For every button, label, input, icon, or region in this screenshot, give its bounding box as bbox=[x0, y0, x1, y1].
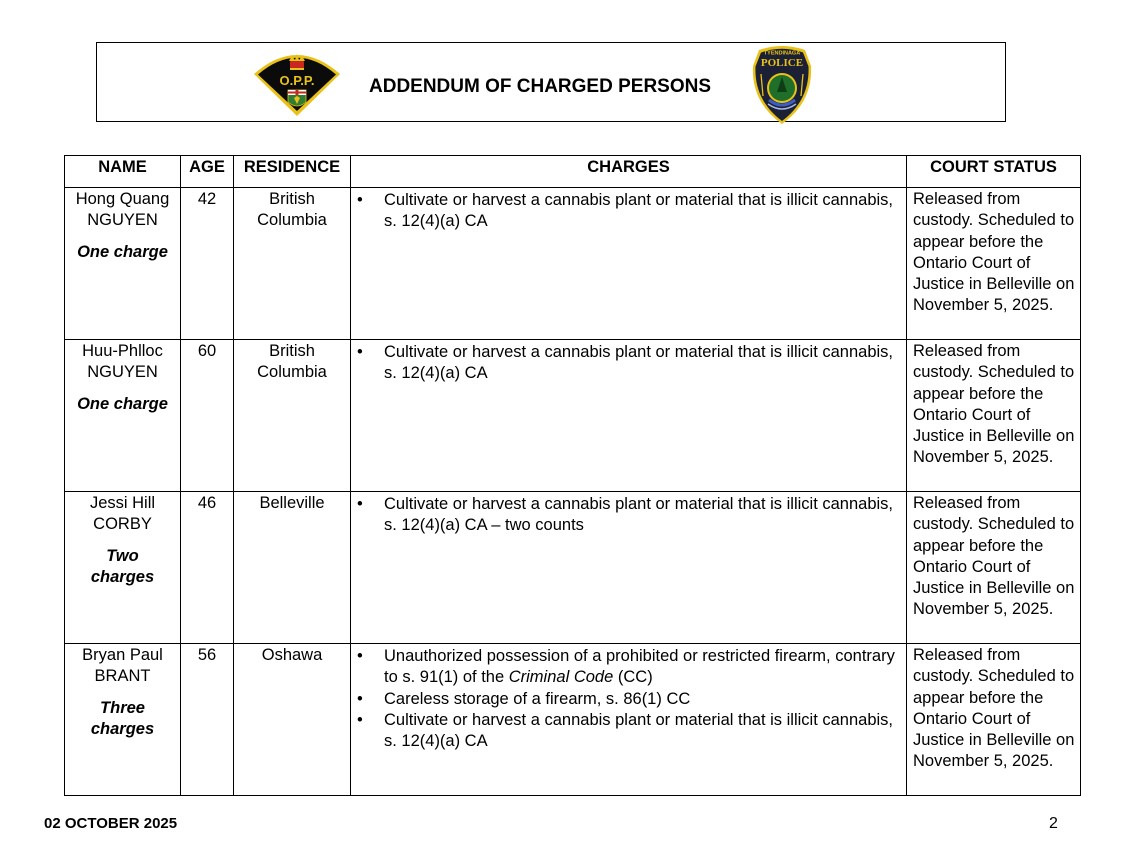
badge-top-text: TYENDINAGA bbox=[763, 50, 801, 57]
residence-cell: Belleville bbox=[234, 492, 351, 644]
person-first-names: Hong Quang bbox=[75, 190, 170, 208]
bullet-icon: • bbox=[357, 495, 363, 513]
badge-main-text: POLICE bbox=[760, 57, 804, 69]
charges-list bbox=[351, 190, 906, 233]
charge-item bbox=[351, 710, 906, 753]
charge-item bbox=[351, 689, 906, 710]
court-status-cell: Released from custody. Scheduled to appear before the Ontario Court of Justice in Belleville on November 5, 2025. bbox=[907, 340, 1081, 492]
residence-cell: British Columbia bbox=[234, 340, 351, 492]
bullet-icon: • bbox=[357, 689, 363, 708]
name-cell bbox=[65, 340, 181, 492]
table-row bbox=[65, 188, 1081, 340]
charge-text-pre: Unauthorized possession of a prohibited or restricted firearm, contrary to s. 91(1) of the bbox=[384, 647, 895, 687]
bullet-icon: • bbox=[357, 647, 363, 665]
bullet-icon: • bbox=[357, 191, 363, 209]
column-header-name: NAME bbox=[65, 156, 181, 188]
charge-text: Cultivate or harvest a cannabis plant or material that is illicit cannabis, s. 12(4)(a) CA – two counts bbox=[384, 495, 893, 535]
table-row bbox=[65, 492, 1081, 644]
person-first-names: Huu-Phlloc bbox=[82, 342, 163, 360]
age-cell: 46 bbox=[181, 492, 234, 644]
age-cell: 42 bbox=[181, 188, 234, 340]
court-status-cell: Released from custody. Scheduled to appear before the Ontario Court of Justice in Belleville on November 5, 2025. bbox=[907, 644, 1081, 796]
name-cell bbox=[65, 492, 181, 644]
charge-text: Cultivate or harvest a cannabis plant or material that is illicit cannabis, s. 12(4)(a) CA bbox=[384, 710, 893, 751]
charge-item bbox=[351, 646, 906, 689]
charged-persons-table bbox=[64, 155, 1081, 796]
charge-count: Three charges bbox=[90, 698, 155, 738]
document-header bbox=[96, 42, 1006, 122]
charge-count: One charge bbox=[77, 394, 168, 413]
age-cell: 56 bbox=[181, 644, 234, 796]
charges-list bbox=[351, 646, 906, 752]
charges-cell bbox=[351, 492, 907, 644]
opp-badge-text: O.P.P. bbox=[279, 73, 315, 88]
charges-cell bbox=[351, 188, 907, 340]
age-cell: 60 bbox=[181, 340, 234, 492]
charge-count: One charge bbox=[77, 242, 168, 261]
table-row bbox=[65, 340, 1081, 492]
footer-date: 02 OCTOBER 2025 bbox=[44, 815, 178, 832]
charge-item bbox=[351, 190, 906, 233]
ontario-shield-icon bbox=[288, 90, 306, 106]
charge-text-statute: Criminal Code bbox=[508, 668, 614, 687]
charges-list bbox=[351, 342, 906, 385]
residence-cell: Oshawa bbox=[234, 644, 351, 796]
name-cell bbox=[65, 188, 181, 340]
table-row bbox=[65, 644, 1081, 796]
table-header-row bbox=[65, 156, 1081, 188]
person-surname: CORBY bbox=[93, 515, 152, 534]
court-status-cell: Released from custody. Scheduled to appear before the Ontario Court of Justice in Belleville on November 5, 2025. bbox=[907, 188, 1081, 340]
charge-text: Cultivate or harvest a cannabis plant or material that is illicit cannabis, s. 12(4)(a) CA bbox=[384, 191, 893, 231]
page-number: 2 bbox=[1049, 815, 1058, 832]
person-first-names: Jessi Hill bbox=[89, 494, 156, 512]
column-header-residence: RESIDENCE bbox=[234, 156, 351, 188]
bullet-icon: • bbox=[357, 343, 363, 361]
charge-text: Cultivate or harvest a cannabis plant or material that is illicit cannabis, s. 12(4)(a) CA bbox=[384, 343, 893, 383]
person-surname: NGUYEN bbox=[87, 211, 158, 230]
charges-list bbox=[351, 494, 906, 537]
charges-cell bbox=[351, 340, 907, 492]
person-surname: NGUYEN bbox=[87, 363, 158, 382]
column-header-court-status: COURT STATUS bbox=[907, 156, 1081, 188]
document-title: ADDENDUM OF CHARGED PERSONS bbox=[369, 76, 712, 97]
name-cell bbox=[65, 644, 181, 796]
column-header-charges: CHARGES bbox=[351, 156, 907, 188]
charge-text-post: (CC) bbox=[613, 668, 653, 687]
person-first-names: Bryan Paul bbox=[82, 646, 163, 664]
column-header-age: AGE bbox=[181, 156, 234, 188]
charge-count: Two charges bbox=[90, 546, 155, 586]
charge-item bbox=[351, 494, 906, 537]
residence-cell: British Columbia bbox=[234, 188, 351, 340]
charges-cell bbox=[351, 644, 907, 796]
opp-badge-icon bbox=[250, 46, 344, 118]
charge-item bbox=[351, 342, 906, 385]
court-status-cell: Released from custody. Scheduled to appear before the Ontario Court of Justice in Belleville on November 5, 2025. bbox=[907, 492, 1081, 644]
charge-text: Careless storage of a firearm, s. 86(1) CC bbox=[384, 689, 691, 708]
person-surname: BRANT bbox=[94, 667, 151, 686]
bullet-icon: • bbox=[357, 710, 363, 729]
tyendinaga-police-badge-icon bbox=[749, 44, 815, 126]
